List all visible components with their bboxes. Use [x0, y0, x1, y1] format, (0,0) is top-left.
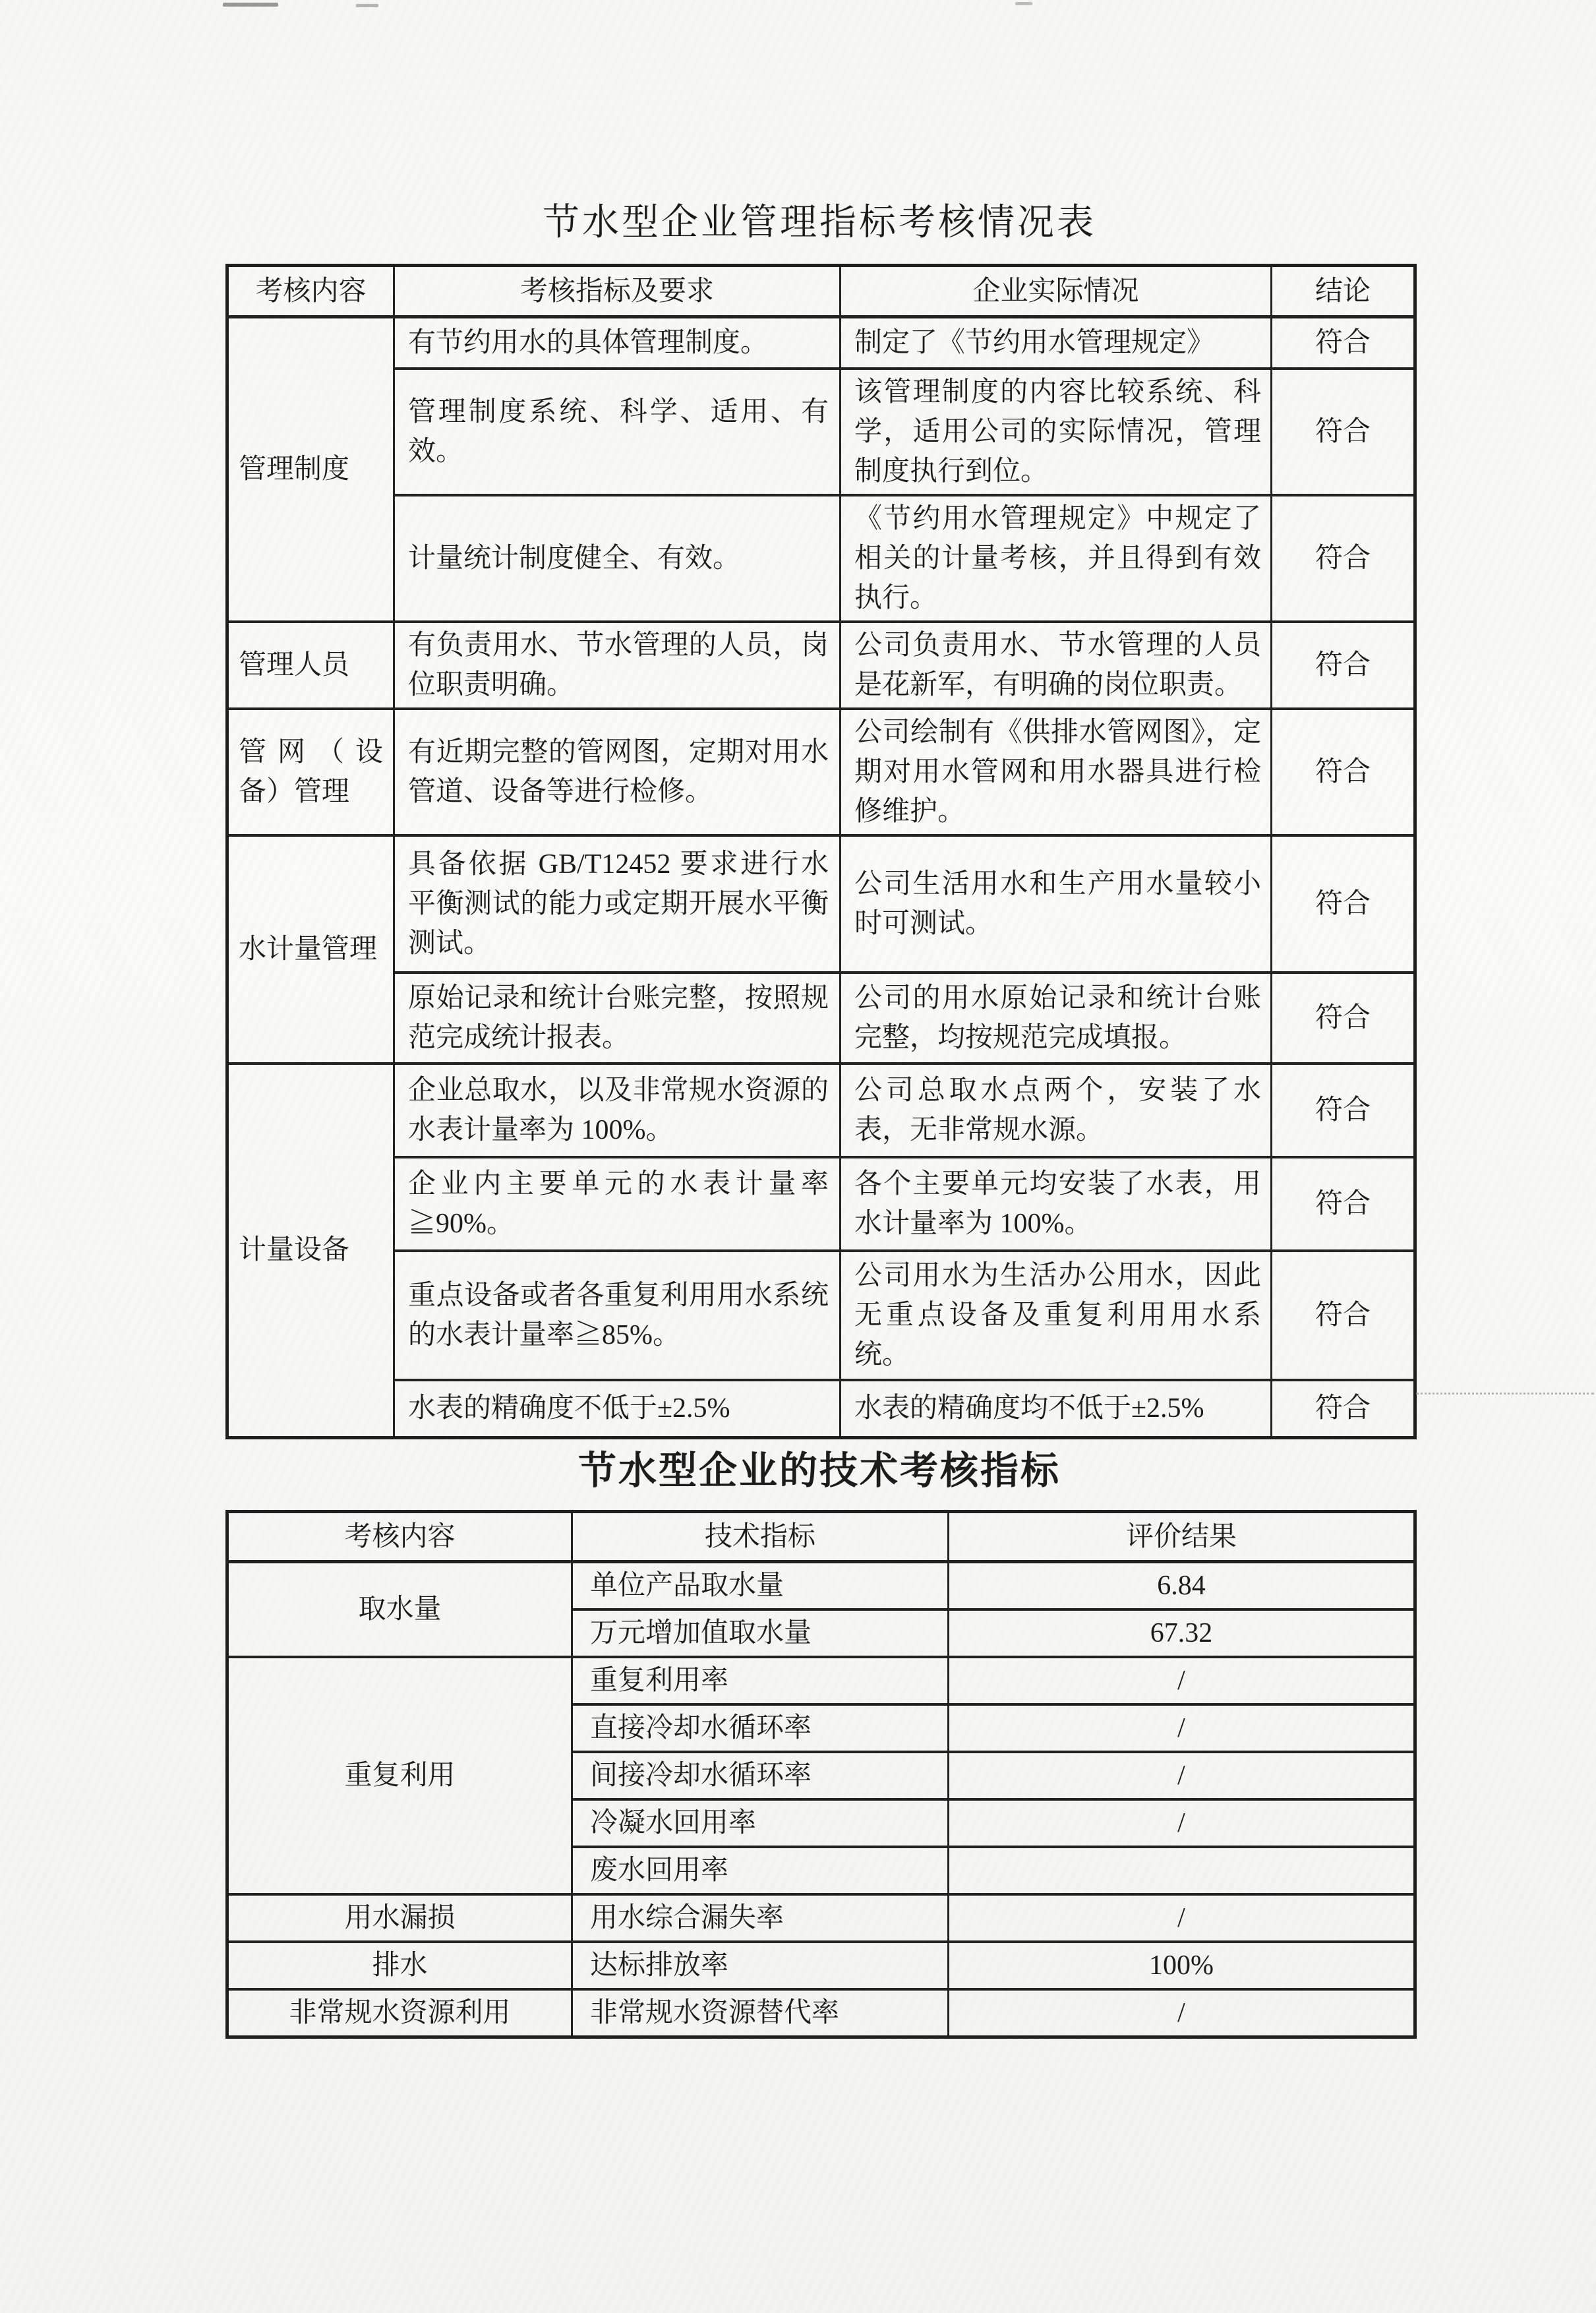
actual-cell: 该管理制度的内容比较系统、科学，适用公司的实际情况，管理制度执行到位。 — [841, 369, 1272, 495]
conclusion-cell: 符合 — [1272, 1064, 1415, 1157]
tech-indicator-cell: 废水回用率 — [572, 1847, 949, 1894]
tech-category-cell: 重复利用 — [227, 1657, 572, 1894]
actual-cell: 公司负责用水、节水管理的人员是花新军，有明确的岗位职责。 — [841, 622, 1272, 709]
tech-indicator-cell: 间接冷却水循环率 — [572, 1752, 949, 1799]
indicator-cell: 重点设备或者各重复利用用水系统的水表计量率≧85%。 — [394, 1251, 841, 1380]
management-table-title: 节水型企业管理指标考核情况表 — [543, 202, 1096, 243]
tech-result-cell: / — [949, 1752, 1415, 1799]
tech-result-cell: / — [949, 1704, 1415, 1752]
category-cell: 管理制度 — [227, 317, 394, 622]
actual-cell: 各个主要单元均安装了水表，用水计量率为 100%。 — [841, 1157, 1272, 1251]
table-row — [227, 1657, 1415, 1704]
indicator-cell: 原始记录和统计台账完整，按照规范完成统计报表。 — [394, 973, 841, 1064]
tech-category-cell: 取水量 — [227, 1562, 572, 1658]
tech-result-cell: 67.32 — [949, 1609, 1415, 1657]
technical-indicators-table — [225, 1510, 1417, 2039]
table-header-row — [227, 1512, 1415, 1562]
indicator-cell: 有负责用水、节水管理的人员，岗位职责明确。 — [394, 622, 841, 709]
tech-indicator-cell: 重复利用率 — [572, 1657, 949, 1704]
table-row — [227, 1562, 1415, 1610]
actual-cell: 制定了《节约用水管理规定》 — [841, 317, 1272, 369]
conclusion-cell: 符合 — [1272, 1380, 1415, 1438]
conclusion-cell: 符合 — [1272, 495, 1415, 622]
indicator-cell: 计量统计制度健全、有效。 — [394, 495, 841, 622]
scan-speck — [1015, 2, 1032, 5]
table-row — [227, 1380, 1415, 1438]
actual-cell: 公司用水为生活办公用水，因此无重点设备及重复利用用水系统。 — [841, 1251, 1272, 1380]
header-evaluation-result: 评价结果 — [949, 1512, 1415, 1562]
indicator-cell: 水表的精确度不低于±2.5% — [394, 1380, 841, 1438]
tech-result-cell: / — [949, 1989, 1415, 2037]
conclusion-cell: 符合 — [1272, 1157, 1415, 1251]
table-row — [227, 1989, 1415, 2037]
tech-result-cell: 6.84 — [949, 1562, 1415, 1610]
tech-category-cell: 排水 — [227, 1942, 572, 1989]
tech-result-cell — [949, 1847, 1415, 1894]
table-row — [227, 973, 1415, 1064]
conclusion-cell: 符合 — [1272, 709, 1415, 835]
table-row — [227, 835, 1415, 973]
conclusion-cell: 符合 — [1272, 369, 1415, 495]
table-row — [227, 1894, 1415, 1942]
indicator-cell: 有节约用水的具体管理制度。 — [394, 317, 841, 369]
tech-result-cell: 100% — [949, 1942, 1415, 1989]
tech-indicator-cell: 直接冷却水循环率 — [572, 1704, 949, 1752]
actual-cell: 公司的用水原始记录和统计台账完整，均按规范完成填报。 — [841, 973, 1272, 1064]
table-row — [227, 709, 1415, 835]
header-assessment-content: 考核内容 — [227, 1512, 572, 1562]
actual-cell: 《节约用水管理规定》中规定了相关的计量考核，并且得到有效执行。 — [841, 495, 1272, 622]
header-assessment-content: 考核内容 — [227, 266, 394, 317]
header-indicator-requirement: 考核指标及要求 — [394, 266, 841, 317]
tech-indicator-cell: 冷凝水回用率 — [572, 1799, 949, 1847]
actual-cell: 公司绘制有《供排水管网图》，定期对用水管网和用水器具进行检修维护。 — [841, 709, 1272, 835]
conclusion-cell: 符合 — [1272, 622, 1415, 709]
table-row — [227, 317, 1415, 369]
table-row — [227, 1064, 1415, 1157]
tech-indicator-cell: 达标排放率 — [572, 1942, 949, 1989]
tech-category-cell: 用水漏损 — [227, 1894, 572, 1942]
tech-indicator-cell: 非常规水资源替代率 — [572, 1989, 949, 2037]
header-conclusion: 结论 — [1272, 266, 1415, 317]
category-cell: 水计量管理 — [227, 835, 394, 1064]
scan-speck — [356, 4, 378, 7]
tech-indicator-cell: 万元增加值取水量 — [572, 1609, 949, 1657]
category-cell: 管网（设备）管理 — [227, 709, 394, 835]
management-indicators-table — [225, 264, 1417, 1439]
table-row — [227, 622, 1415, 709]
indicator-cell: 管理制度系统、科学、适用、有效。 — [394, 369, 841, 495]
table-header-row — [227, 266, 1415, 317]
conclusion-cell: 符合 — [1272, 973, 1415, 1064]
technical-table-title: 节水型企业的技术考核指标 — [577, 1449, 1061, 1492]
actual-cell: 公司生活用水和生产用水量较小时可测试。 — [841, 835, 1272, 973]
tech-result-cell: / — [949, 1799, 1415, 1847]
tech-category-cell: 非常规水资源利用 — [227, 1989, 572, 2037]
table-row — [227, 1251, 1415, 1380]
tech-indicator-cell: 用水综合漏失率 — [572, 1894, 949, 1942]
actual-cell: 公司总取水点两个，安装了水表，无非常规水源。 — [841, 1064, 1272, 1157]
indicator-cell: 企业总取水，以及非常规水资源的水表计量率为 100%。 — [394, 1064, 841, 1157]
scan-dotted-line — [1416, 1393, 1594, 1395]
table-row — [227, 495, 1415, 622]
table-row — [227, 1942, 1415, 1989]
category-cell: 计量设备 — [227, 1064, 394, 1438]
conclusion-cell: 符合 — [1272, 317, 1415, 369]
table-row — [227, 1157, 1415, 1251]
indicator-cell: 有近期完整的管网图，定期对用水管道、设备等进行检修。 — [394, 709, 841, 835]
header-technical-indicator: 技术指标 — [572, 1512, 949, 1562]
actual-cell: 水表的精确度均不低于±2.5% — [841, 1380, 1272, 1438]
tech-result-cell: / — [949, 1894, 1415, 1942]
indicator-cell: 具备依据 GB/T12452 要求进行水平衡测试的能力或定期开展水平衡测试。 — [394, 835, 841, 973]
table-row — [227, 369, 1415, 495]
tech-result-cell: / — [949, 1657, 1415, 1704]
indicator-cell: 企业内主要单元的水表计量率≧90%。 — [394, 1157, 841, 1251]
header-actual-situation: 企业实际情况 — [841, 266, 1272, 317]
conclusion-cell: 符合 — [1272, 835, 1415, 973]
category-cell: 管理人员 — [227, 622, 394, 709]
conclusion-cell: 符合 — [1272, 1251, 1415, 1380]
scan-speck — [223, 3, 278, 7]
tech-indicator-cell: 单位产品取水量 — [572, 1562, 949, 1610]
